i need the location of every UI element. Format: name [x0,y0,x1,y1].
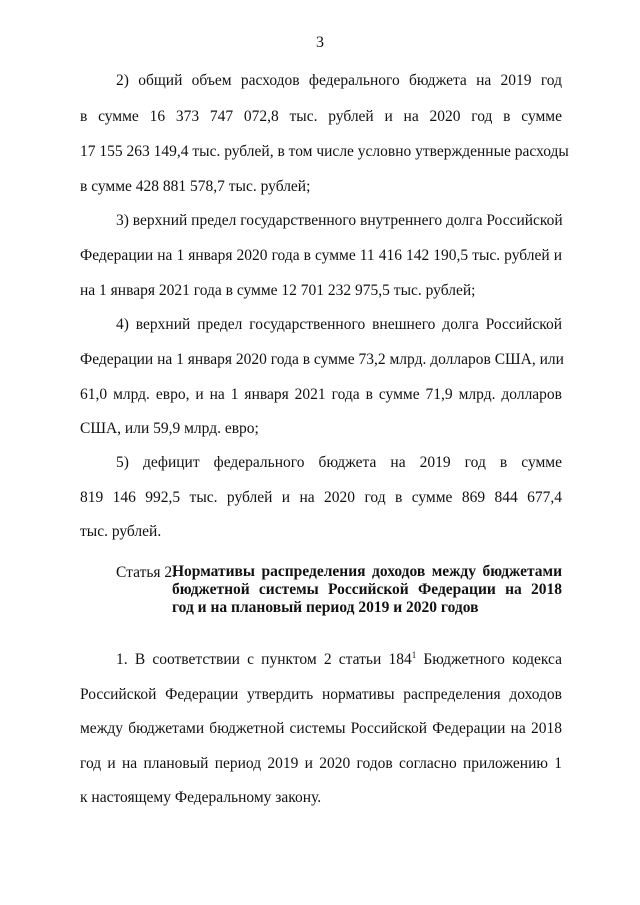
text-line: Российской Федерации утвердить нормативы распределения доходов [80,686,562,703]
text-line: тыс. рублей. [80,523,162,540]
page-number: 3 [316,34,324,51]
text-line: на 1 января 2021 года в сумме 12 701 232 975,5 тыс. рублей; [80,282,476,299]
text-line: США, или 59,9 млрд. евро; [80,420,259,437]
text-line: к настоящему Федеральному закону. [80,789,322,806]
text-line: 5) дефицит федерального бюджета на 2019 год в сумме [116,454,562,471]
clause-text: 1. В соответствии с пунктом 2 статьи 184 [116,651,412,668]
text-line: в сумме 16 373 747 072,8 тыс. рублей и на 2020 год в сумме [80,108,562,125]
article-title-line: год и на плановый период 2019 и 2020 годов [172,599,479,616]
text-line: 3) верхний предел государственного внутреннего долга Российской [116,212,563,229]
article-title-line: бюджетной системы Российской Федерации на 2018 [172,581,562,598]
article-title [172,563,562,617]
text-line: Федерации на 1 января 2020 года в сумме 11 416 142 190,5 тыс. рублей и [80,247,562,264]
clause-text: Бюджетного кодекса [416,651,562,668]
text-line: 17 155 263 149,4 тыс. рублей, в том числе условно утвержденные расходы [80,143,569,160]
text-line: год и на плановый период 2019 и 2020 годов согласно приложению 1 [80,755,562,772]
text-line: 4) верхний предел государственного внешнего долга Российской [116,316,562,333]
text-line: в сумме 428 881 578,7 тыс. рублей; [80,178,311,195]
text-line: Федерации на 1 января 2020 года в сумме 73,2 млрд. долларов США, или [80,351,564,368]
text-line: 819 146 992,5 тыс. рублей и на 2020 год в сумме 869 844 677,4 [80,489,562,506]
text-line: 61,0 млрд. евро, и на 1 января 2021 года в сумме 71,9 млрд. долларов [80,386,562,403]
text-line [116,650,562,670]
text-line: 2) общий объем расходов федерального бюджета на 2019 год [116,72,562,89]
text-line: между бюджетами бюджетной системы Российской Федерации на 2018 [80,720,562,737]
article-label: Статья 2. [116,564,177,581]
superscript: 1 [411,650,417,660]
article-title-line: Нормативы распределения доходов между бюджетами [172,563,562,580]
